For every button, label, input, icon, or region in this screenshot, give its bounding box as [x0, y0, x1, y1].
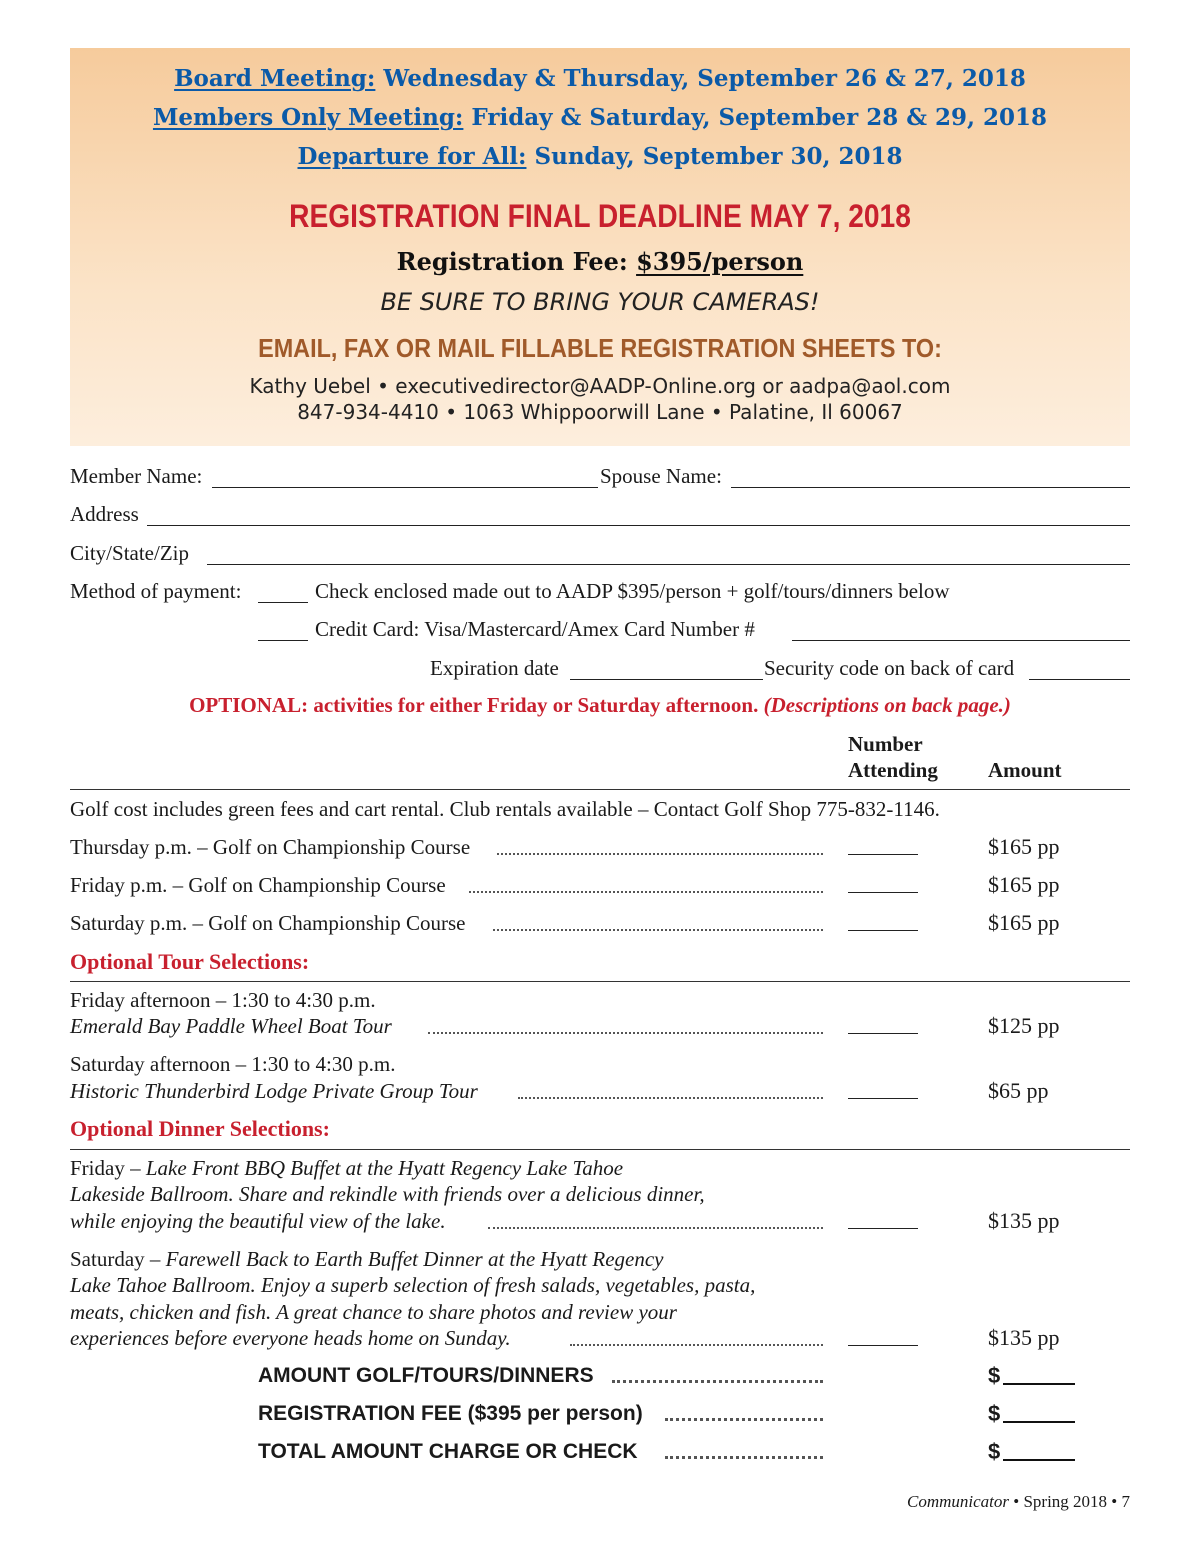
dinner-friday-attending-field[interactable]: [848, 1211, 918, 1229]
golf-saturday-price: $165 pp: [988, 910, 1060, 935]
tour-thunderbird-time: Saturday afternoon – 1:30 to 4:30 p.m.: [70, 1052, 396, 1076]
dinner-saturday-line-4: experiences before everyone heads home on Sunday.: [70, 1326, 511, 1350]
spouse-name-field[interactable]: [731, 468, 1130, 488]
optional-activities-note: [70, 692, 1130, 718]
expiration-date-label: Expiration date: [430, 656, 559, 680]
credit-card-option-blank[interactable]: [258, 621, 308, 641]
dinner-friday-title: Lake Front BBQ Buffet at the Hyatt Regency Lake Tahoe: [145, 1156, 624, 1180]
leader-dots: [488, 1211, 823, 1229]
departure-line: [70, 142, 1130, 172]
registration-fee-label: Registration Fee:: [396, 247, 628, 276]
tour-section-rule: [70, 981, 1130, 982]
golf-friday-attending-field[interactable]: [848, 875, 918, 893]
registration-fee-line: [70, 246, 1130, 278]
credit-card-label: Credit Card: Visa/Mastercard/Amex Card Number #: [315, 617, 755, 641]
total-registration-field[interactable]: [1003, 1405, 1075, 1423]
total-activities-field[interactable]: [1003, 1367, 1075, 1385]
footer-publication: Communicator: [907, 1492, 1009, 1511]
cameras-reminder: BE SURE TO BRING YOUR CAMERAS!: [380, 288, 820, 316]
leader-dots: [497, 837, 823, 855]
total-registration-label: REGISTRATION FEE ($395 per person): [258, 1402, 643, 1425]
dinner-friday-line-1: [70, 1155, 623, 1181]
departure-date: Sunday, September 30, 2018: [534, 143, 903, 170]
registration-deadline: REGISTRATION FINAL DEADLINE MAY 7, 2018: [289, 198, 911, 234]
departure-label: Departure for All:: [297, 143, 527, 170]
registration-fee-amount: $395/person: [636, 247, 804, 276]
tour-thunderbird-attending-field[interactable]: [848, 1081, 918, 1099]
leader-dots: [612, 1365, 823, 1383]
dinner-friday-line-3: while enjoying the beautiful view of the lake.: [70, 1209, 446, 1233]
board-meeting-date: Wednesday & Thursday, September 26 & 27, 2018: [383, 65, 1026, 92]
tour-section-heading: Optional Tour Selections:: [70, 949, 310, 974]
dinner-saturday-line-1: [70, 1246, 663, 1272]
event-header-box: [70, 48, 1130, 446]
contact-line-1: Kathy Uebel • executivedirector@AADP-Online.org or aadpa@aol.com: [249, 374, 951, 398]
leader-dots: [469, 875, 823, 893]
dinner-saturday-title: Farewell Back to Earth Buffet Dinner at the Hyatt Regency: [165, 1247, 664, 1271]
dinner-section-rule: [70, 1149, 1130, 1150]
security-code-label: Security code on back of card: [764, 656, 1015, 680]
column-amount-header: Amount: [988, 758, 1062, 782]
check-option-label: Check enclosed made out to AADP $395/person + golf/tours/dinners below: [315, 579, 950, 603]
tour-emerald-bay-price: $125 pp: [988, 1013, 1060, 1038]
optional-activities-label: OPTIONAL: activities for either Friday or Saturday afternoon.: [189, 693, 759, 717]
security-code-field[interactable]: [1029, 660, 1130, 680]
leader-dots: [428, 1016, 823, 1034]
golf-intro-text: Golf cost includes green fees and cart rental. Club rentals available – Contact Golf Shop 775-832-1146.: [70, 797, 940, 821]
golf-thursday-price: $165 pp: [988, 834, 1060, 859]
column-number-header: Number: [848, 732, 923, 756]
tour-emerald-bay-attending-field[interactable]: [848, 1016, 918, 1034]
descriptions-note: (Descriptions on back page.): [763, 693, 1011, 717]
address-field[interactable]: [147, 506, 1130, 526]
member-name-field[interactable]: [212, 468, 598, 488]
members-meeting-date: Friday & Saturday, September 28 & 29, 2018: [471, 104, 1048, 131]
tour-emerald-bay-name: Emerald Bay Paddle Wheel Boat Tour: [70, 1014, 392, 1038]
members-meeting-line: [70, 103, 1130, 133]
footer-issue: • Spring 2018 • 7: [1009, 1492, 1130, 1511]
submission-heading: EMAIL, FAX OR MAIL FILLABLE REGISTRATION SHEETS TO:: [258, 333, 942, 363]
expiration-date-field[interactable]: [570, 660, 763, 680]
golf-saturday-attending-field[interactable]: [848, 913, 918, 931]
dinner-saturday-day: Saturday –: [70, 1247, 166, 1271]
leader-dots: [665, 1441, 823, 1459]
golf-section-rule: [70, 789, 1130, 790]
dollar-sign: $: [988, 1363, 1001, 1388]
city-state-zip-field[interactable]: [207, 545, 1130, 565]
leader-dots: [570, 1328, 823, 1346]
city-state-zip-label: City/State/Zip: [70, 541, 189, 565]
dinner-saturday-line-3: meats, chicken and fish. A great chance to share photos and review your: [70, 1300, 677, 1324]
golf-thursday-attending-field[interactable]: [848, 837, 918, 855]
board-meeting-line: [70, 64, 1130, 94]
leader-dots: [518, 1081, 823, 1099]
golf-friday-price: $165 pp: [988, 872, 1060, 897]
contact-line-2: 847-934-4410 • 1063 Whippoorwill Lane • Palatine, Il 60067: [297, 400, 903, 424]
address-label: Address: [70, 502, 139, 526]
payment-method-label: Method of payment:: [70, 579, 242, 603]
column-attending-header: Attending: [848, 758, 938, 782]
dinner-friday-price: $135 pp: [988, 1208, 1060, 1233]
golf-friday-label: Friday p.m. – Golf on Championship Course: [70, 873, 446, 897]
leader-dots: [493, 913, 823, 931]
board-meeting-label: Board Meeting:: [174, 65, 376, 92]
tour-thunderbird-price: $65 pp: [988, 1078, 1049, 1103]
dinner-section-heading: Optional Dinner Selections:: [70, 1116, 330, 1141]
members-meeting-label: Members Only Meeting:: [152, 104, 464, 131]
dinner-saturday-attending-field[interactable]: [848, 1328, 918, 1346]
dinner-saturday-line-2: Lake Tahoe Ballroom. Enjoy a superb selection of fresh salads, vegetables, pasta,: [70, 1273, 756, 1297]
leader-dots: [665, 1403, 823, 1421]
member-name-label: Member Name:: [70, 464, 203, 488]
grand-total-field[interactable]: [1003, 1443, 1075, 1461]
tour-thunderbird-name: Historic Thunderbird Lodge Private Group Tour: [70, 1079, 478, 1103]
grand-total-label: TOTAL AMOUNT CHARGE OR CHECK: [258, 1440, 638, 1463]
dinner-saturday-price: $135 pp: [988, 1325, 1060, 1350]
card-number-field[interactable]: [792, 621, 1130, 641]
golf-saturday-label: Saturday p.m. – Golf on Championship Course: [70, 911, 466, 935]
dollar-sign: $: [988, 1401, 1001, 1426]
check-option-blank[interactable]: [258, 583, 308, 603]
spouse-name-label: Spouse Name:: [600, 464, 722, 488]
total-activities-label: AMOUNT GOLF/TOURS/DINNERS: [258, 1364, 594, 1387]
dollar-sign: $: [988, 1439, 1001, 1464]
tour-emerald-bay-time: Friday afternoon – 1:30 to 4:30 p.m.: [70, 988, 376, 1012]
page-footer: [907, 1492, 1130, 1512]
dinner-friday-day: Friday –: [70, 1156, 146, 1180]
golf-thursday-label: Thursday p.m. – Golf on Championship Course: [70, 835, 471, 859]
dinner-friday-line-2: Lakeside Ballroom. Share and rekindle with friends over a delicious dinner,: [70, 1182, 705, 1206]
